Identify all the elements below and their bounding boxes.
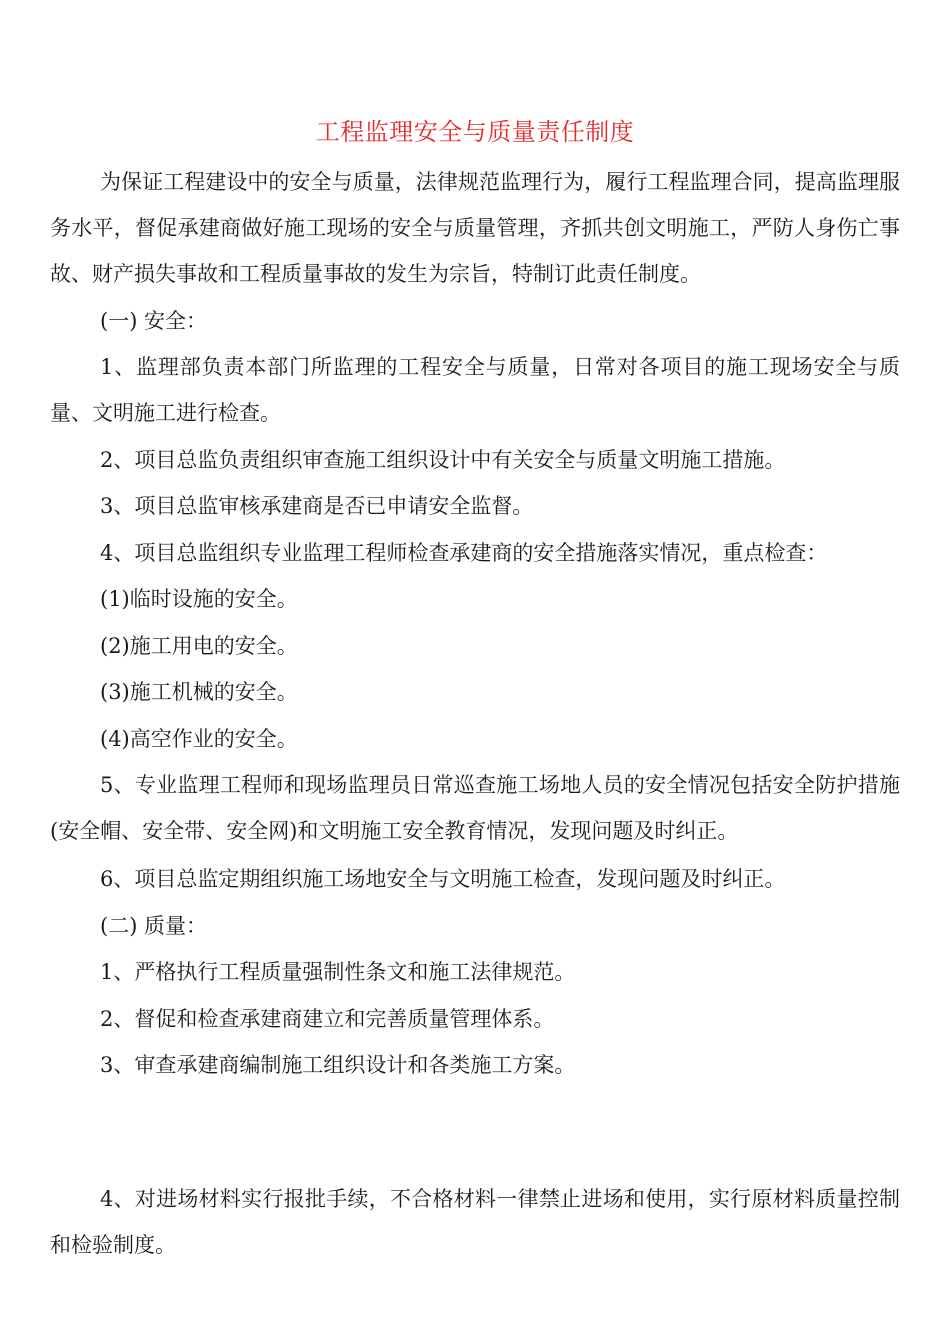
- safety-item-5: 5、专业监理工程师和现场监理员日常巡查施工场地人员的安全情况包括安全防护措施(安全帽、安全带、安全网)和文明施工安全教育情况，发现问题及时纠正。: [50, 773, 900, 843]
- intro-paragraph: 为保证工程建设中的安全与质量，法律规范监理行为，履行工程监理合同，提高监理服务水平，督促承建商做好施工现场的安全与质量管理，齐抓共创文明施工，严防人身伤亡事故、财产损失事故和工程质量事故的发生为宗旨，特制订此责任制度。: [50, 170, 900, 286]
- safety-item-1: 1、监理部负责本部门所监理的工程安全与质量，日常对各项目的施工现场安全与质量、文明施工进行检查。: [50, 355, 900, 425]
- safety-subitem-1: (1)临时设施的安全。: [100, 587, 298, 611]
- safety-item-6: 6、项目总监定期组织施工场地安全与文明施工检查，发现问题及时纠正。: [100, 867, 786, 891]
- quality-item-2: 2、督促和检查承建商建立和完善质量管理体系。: [100, 1007, 555, 1031]
- quality-item-1: 1、严格执行工程质量强制性条文和施工法律规范。: [100, 960, 576, 984]
- safety-subitem-4: (4)高空作业的安全。: [100, 727, 298, 751]
- safety-subitem-3: (3)施工机械的安全。: [100, 680, 298, 704]
- safety-subitem-2: (2)施工用电的安全。: [100, 634, 298, 658]
- document-title: 工程监理安全与质量责任制度: [315, 118, 635, 146]
- quality-heading: (二) 质量：: [100, 914, 208, 938]
- safety-item-4: 4、项目总监组织专业监理工程师检查承建商的安全措施落实情况，重点检查：: [100, 541, 828, 565]
- safety-heading: (一) 安全：: [100, 309, 208, 333]
- safety-item-3: 3、项目总监审核承建商是否已申请安全监督。: [100, 494, 534, 518]
- quality-item-4: 4、对进场材料实行报批手续，不合格材料一律禁止进场和使用，实行原材料质量控制和检验制度。: [50, 1187, 900, 1257]
- quality-item-3: 3、审查承建商编制施工组织设计和各类施工方案。: [100, 1053, 576, 1077]
- safety-item-2: 2、项目总监负责组织审查施工组织设计中有关安全与质量文明施工措施。: [100, 448, 786, 472]
